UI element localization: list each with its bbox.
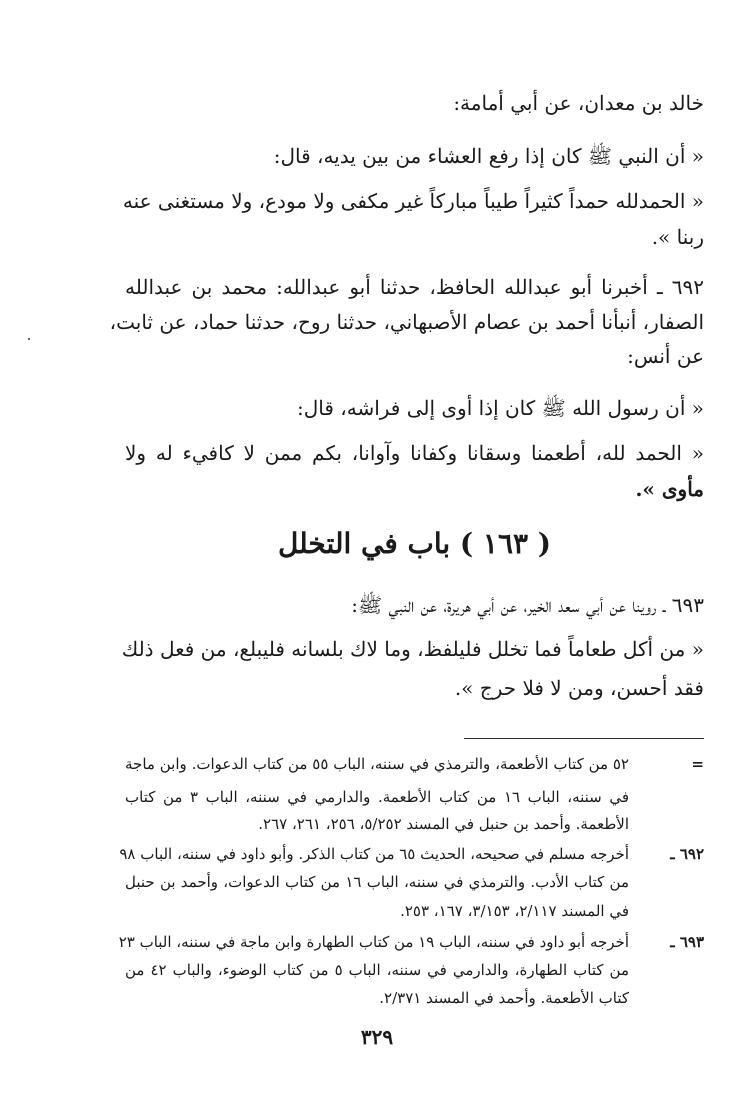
footnote-separator bbox=[464, 738, 704, 739]
page-number: ٣٢٩ bbox=[360, 1025, 394, 1049]
text-line-1: خالد بن معدان، عن أبي أمامة: bbox=[453, 91, 704, 115]
chapter-heading: ( ١٦٣ ) باب في التخلل bbox=[277, 527, 552, 560]
footnote-692-line-1: أخرجه مسلم في صحيحه، الحديث ٦٥ من كتاب الذكر. وأبو داود في سننه، الباب ٩٨ bbox=[119, 845, 629, 863]
hadith-692-line-6: مأوى ». bbox=[635, 477, 704, 501]
hadith-692-line-1: ٦٩٢ ـ أخبرنا أبو عبدالله الحافظ، حدثنا أبو عبدالله: محمد بن عبدالله bbox=[125, 275, 704, 299]
footnote-693-line-2: من كتاب الطهارة، والدارمي في سننه، الباب ٥ من كتاب الوضوء، والباب ٤٢ من bbox=[125, 961, 629, 979]
hadith-692-line-3: عن أنس: bbox=[627, 344, 704, 368]
hadith-693-line-3: فقد أحسن، ومن لا فلا حرج ». bbox=[454, 676, 704, 700]
hadith-692-line-4: « أن رسول الله ﷺ كان إذا أوى إلى فراشه، قال: bbox=[296, 396, 704, 420]
footnote-692-number: ٦٩٢ ـ bbox=[670, 845, 704, 863]
footnote-692-line-3: في المسند ٢/١١٧، ٣/١٥٣، ١٦٧، ٢٥٣. bbox=[400, 902, 629, 920]
footnote-692-line-2: من كتاب الأدب. والترمذي في سننه، الباب ١٦ من كتاب الدعوات، وأحمد بن حنبل bbox=[125, 873, 630, 891]
hadith-693-line-1: ٦٩٣ ـ روينا عن أبي سعد الخير، عن أبي هريرة، عن النبي ﷺ: bbox=[351, 593, 704, 617]
footnote-1-line-2: في سننه، الباب ١٦ من كتاب الأطعمة. والدارمي في سننه، الباب ٣ من كتاب bbox=[125, 788, 629, 806]
footnote-693-number: ٦٩٣ ـ bbox=[670, 933, 704, 951]
footnote-continuation-mark: = bbox=[691, 755, 704, 773]
hadith-692-line-2: الصفار، أنبأنا أحمد بن عصام الأصبهاني، حدثنا روح، حدثنا حماد، عن ثابت، bbox=[109, 310, 704, 334]
text-line-4: ربنا ». bbox=[651, 225, 704, 249]
footnote-693-line-1: أخرجه أبو داود في سننه، الباب ١٩ من كتاب الطهارة وابن ماجة في سننه، الباب ٢٣ bbox=[118, 933, 629, 951]
footnote-1-line-3: الأطعمة. وأحمد بن حنبل في المسند ٥/٢٥٢، ٢٥٦، ٢٦١، ٢٦٧. bbox=[258, 815, 629, 833]
hadith-692-line-5: « الحمد لله، أطعمنا وسقانا وكفانا وآوانا، بكم ممن لا كافيء له ولا bbox=[125, 441, 704, 465]
text-line-3: « الحمدلله حمداً كثيراً طيباً مباركاً غير مكفى ولا مودع، ولا مستغنى عنه bbox=[122, 189, 704, 213]
hadith-693-line-2: « من أكل طعاماً فما تخلل فليلفظ، وما لاك بلسانه فليبلع، من فعل ذلك bbox=[121, 637, 704, 661]
margin-dot bbox=[28, 338, 30, 340]
footnote-693-line-3: كتاب الأطعمة. وأحمد في المسند ٢/٣٧١. bbox=[379, 989, 629, 1007]
text-line-2: « أن النبي ﷺ كان إذا رفع العشاء من بين يديه، قال: bbox=[273, 144, 704, 168]
footnote-1-line-1: ٥٢ من كتاب الأطعمة، والترمذي في سننه، الباب ٥٥ من كتاب الدعوات. وابن ماجة bbox=[125, 755, 629, 773]
